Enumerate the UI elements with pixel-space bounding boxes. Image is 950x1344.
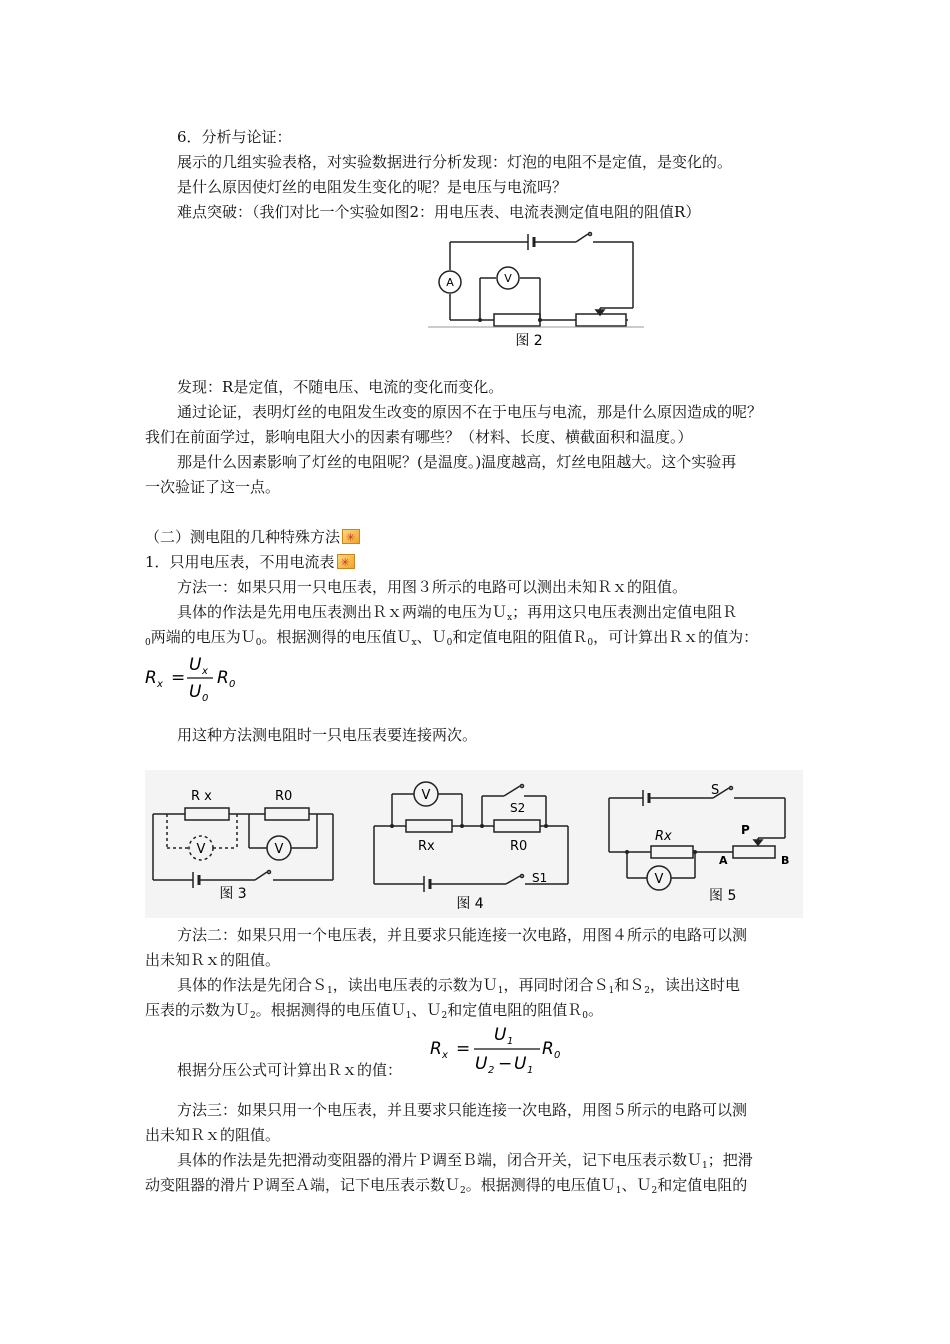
paragraph: 方法二：如果只用一个电压表，并且要求只能连接一次电路，用图４所示的电路可以测 [177,926,748,944]
figure-caption: 图 3 [219,886,247,902]
formula-sub: x [202,666,208,677]
section-title [145,527,360,547]
subscript: x [507,613,513,623]
switch-label: S [711,783,720,798]
rx-label: Rx [418,839,435,854]
paragraph: 方法一：如果只用一只电压表，用图３所示的电路可以测出未知Ｒｘ的阻值。 [177,578,688,596]
text: 。根据测得的电压值Ｕ [465,1176,616,1194]
figure-4-circuit [370,772,580,914]
paragraph [177,975,740,1001]
figure-caption: 图 2 [515,333,543,349]
figure-5-circuit [603,772,803,912]
paragraph: 用这种方法测电阻时一只电压表要连接两次。 [177,726,478,744]
section-heading: 6．分析与论证： [177,128,292,146]
paragraph [145,1175,747,1201]
bookmark-icon[interactable] [337,554,355,569]
formula-1 [143,650,253,706]
text: 两端的电压为Ｕ [150,628,256,646]
formula-sub: x [157,679,163,690]
subscript: 2 [651,1186,658,1196]
voltmeter-label: V [196,842,206,857]
paragraph: 根据分压公式可计算出Ｒｘ的值： [177,1061,403,1079]
subscript: 1 [497,986,504,996]
voltmeter-label: V [504,272,512,285]
formula-2 [428,1022,568,1078]
paragraph: 发现：R是定值，不随电压、电流的变化而变化。 [177,378,504,396]
formula-den: U [514,1054,527,1074]
formula-num: U [494,1025,507,1045]
s1-label: S1 [532,871,548,885]
s2-label: S2 [510,801,526,815]
rx-label: R x [191,789,212,804]
paragraph: 展示的几组实验表格，对实验数据进行分析发现：灯泡的电阻不是定值，是变化的。 [177,153,733,171]
rx-label: Rx [655,829,672,844]
voltmeter-label: V [421,788,431,803]
paragraph: 一次验证了这一点。 [145,478,281,496]
figure-3-circuit [145,772,355,912]
figure-caption: 图 4 [456,896,484,912]
text: ，读出这时电 [650,976,741,994]
subscript: 0 [145,638,151,648]
formula-num: U [189,655,202,675]
text: 和Ｓ [614,976,645,994]
subscript: 2 [250,1011,256,1021]
voltmeter-label: V [274,842,284,857]
text: 。 [588,1001,604,1019]
formula-tail: R [217,668,229,688]
paragraph: 方法三：如果只用一个电压表，并且要求只能连接一次电路，用图５所示的电路可以测 [177,1101,748,1119]
formula-den: U [189,682,202,702]
text: ；把滑 [707,1151,753,1169]
terminal-a-label: A [719,854,728,867]
formula-den: U [475,1054,488,1074]
ammeter-label: A [446,276,454,289]
paragraph: 出未知Ｒｘ的阻值。 [145,951,281,969]
r0-label: R0 [275,789,293,804]
formula-sub: x [442,1050,448,1061]
text: 具体的作法是先把滑动变阻器的滑片Ｐ调至Ｂ端，闭合开关，记下电压表示数Ｕ [177,1151,703,1169]
subscript: 0 [587,638,594,648]
subscript: 2 [644,986,650,996]
text: 具体的作法是先闭合Ｓ [177,976,328,994]
r0-label: R0 [510,839,528,854]
subsection-title [145,552,355,572]
subscript: 0 [446,638,453,648]
formula-sub: 1 [527,1065,534,1076]
text: ，再同时闭合Ｓ [503,976,609,994]
subscript: 0 [582,1011,588,1021]
paragraph: 是什么原因使灯丝的电阻发生变化的呢？是电压与电流吗？ [177,178,568,196]
formula-sub: 0 [202,693,209,704]
paragraph: 我们在前面学过，影响电阻大小的因素有哪些？（材料、长度、横截面积和温度。） [145,428,693,446]
text: 、Ｕ [621,1176,652,1194]
text: 。根据测得的电压值Ｕ [261,628,412,646]
subscript: 1 [615,1186,622,1196]
paragraph [177,1150,753,1176]
formula-sub: 2 [488,1065,495,1076]
subscript: 1 [608,986,615,996]
text: 和定值电阻的阻值Ｒ [452,628,588,646]
subsection-title-text: 1．只用电压表，不用电流表 [145,553,335,571]
text: 、Ｕ [416,628,447,646]
terminal-b-label: B [781,854,790,867]
text: 和定值电阻的阻值Ｒ [447,1001,583,1019]
text: 具体的作法是先用电压表测出Ｒｘ两端的电压为Ｕ [177,603,508,621]
text: 和定值电阻的 [657,1176,748,1194]
formula-tail: R [542,1039,554,1059]
subscript: 2 [441,1011,448,1021]
text: 、Ｕ [411,1001,442,1019]
formula-sub: 0 [554,1050,561,1061]
formula-sub: 1 [507,1036,514,1047]
subscript: 1 [702,1161,708,1171]
subscript: 1 [405,1011,412,1021]
figure-caption: 图 5 [709,888,737,904]
text: 。根据测得的电压值Ｕ [255,1001,406,1019]
formula-lhs: R [430,1039,442,1059]
paragraph: 那是什么因素影响了灯丝的电阻呢？(是温度。)温度越高，灯丝电阻越大。这个实验再 [177,453,737,471]
text: 动变阻器的滑片Ｐ调至Ａ端，记下电压表示数Ｕ [145,1176,461,1194]
svg-text:=: = [171,668,186,688]
paragraph: 难点突破：（我们对比一个实验如图2：用电压表、电流表测定值电阻的阻值R） [177,203,701,221]
svg-text:=: = [456,1039,471,1059]
formula-lhs: R [145,668,157,688]
subscript: 0 [255,638,262,648]
figure-2-circuit [428,228,648,353]
subscript: 2 [460,1186,466,1196]
formula-minus: − [498,1054,513,1074]
text: ，可计算出Ｒｘ的值为： [593,628,759,646]
subscript: x [411,638,417,648]
text: ，读出电压表的示数为Ｕ [332,976,498,994]
bookmark-icon[interactable] [342,529,360,544]
formula-sub: 0 [229,679,236,690]
voltmeter-label: V [654,872,664,887]
slider-label: P [741,823,750,837]
subscript: 1 [327,986,333,996]
section-title-text: （二）测电阻的几种特殊方法 [145,528,341,546]
paragraph: 通过论证，表明灯丝的电阻发生改变的原因不在于电压与电流，那是什么原因造成的呢？ [177,403,763,421]
text: ；再用这只电压表测出定值电阻Ｒ [512,603,738,621]
text: 压表的示数为Ｕ [145,1001,251,1019]
paragraph: 出未知Ｒｘ的阻值。 [145,1126,281,1144]
paragraph [177,602,737,628]
